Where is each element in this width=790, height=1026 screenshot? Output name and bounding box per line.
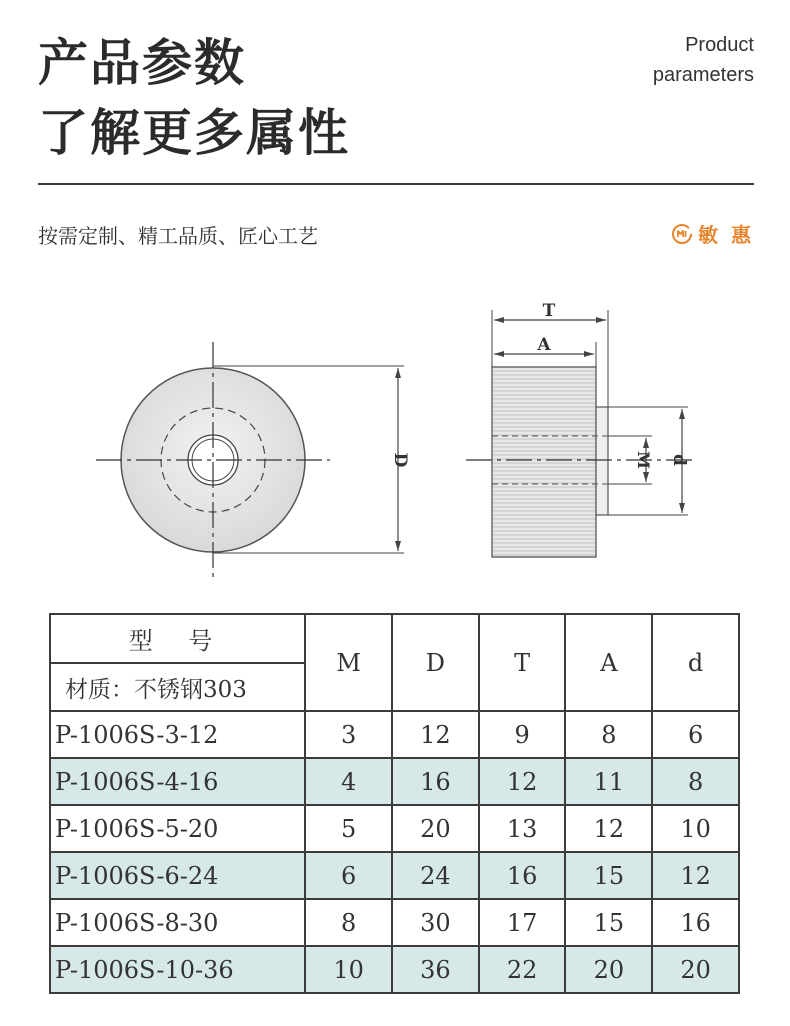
side-view-knurled-body (492, 367, 596, 557)
cell-A: 11 (565, 758, 652, 805)
cell-D: 30 (392, 899, 479, 946)
cell-A: 15 (565, 852, 652, 899)
cell-D: 12 (392, 711, 479, 758)
cell-M: 3 (305, 711, 392, 758)
cell-D: 20 (392, 805, 479, 852)
cell-T: 16 (479, 852, 566, 899)
cell-d: 16 (652, 899, 739, 946)
cell-M: 10 (305, 946, 392, 993)
cell-A: 8 (565, 711, 652, 758)
page-title-line-1: 产品参数 (38, 34, 246, 92)
cell-A: 20 (565, 946, 652, 993)
dimension-d-label: d (669, 454, 689, 466)
english-title-line-1: Product (685, 34, 754, 56)
table-row (50, 711, 739, 758)
table-row (50, 899, 739, 946)
table-row (50, 758, 739, 805)
table-row (50, 805, 739, 852)
header-col-M: M (305, 614, 392, 711)
header-model: 型 号 (50, 614, 305, 663)
header-material: 材质：不锈钢303 (50, 663, 305, 711)
cell-model: P-1006S-6-24 (50, 852, 305, 899)
front-view (96, 342, 410, 580)
cell-M: 4 (305, 758, 392, 805)
cell-T: 22 (479, 946, 566, 993)
cell-T: 12 (479, 758, 566, 805)
cell-M: 8 (305, 899, 392, 946)
cell-T: 13 (479, 805, 566, 852)
cell-d: 8 (652, 758, 739, 805)
cell-A: 12 (565, 805, 652, 852)
cell-model: P-1006S-10-36 (50, 946, 305, 993)
table-row (50, 946, 739, 993)
cell-d: 6 (652, 711, 739, 758)
side-view (466, 301, 696, 557)
brand (671, 219, 754, 248)
page-title-line-2: 了解更多属性 (38, 104, 350, 162)
header-col-D: D (392, 614, 479, 711)
brand-name: 敏 惠 (698, 223, 754, 247)
header-col-T: T (479, 614, 566, 711)
header-divider (38, 183, 754, 185)
dimension-A-label: A (537, 335, 551, 355)
header-col-d: d (652, 614, 739, 711)
cell-D: 16 (392, 758, 479, 805)
cell-D: 24 (392, 852, 479, 899)
cell-M: 6 (305, 852, 392, 899)
cell-model: P-1006S-4-16 (50, 758, 305, 805)
cell-T: 17 (479, 899, 566, 946)
cell-T: 9 (479, 711, 566, 758)
cell-d: 10 (652, 805, 739, 852)
english-title-line-2: parameters (652, 64, 754, 86)
tagline: 按需定制、精工品质、匠心工艺 (38, 224, 318, 248)
dimension-D-label: D (390, 452, 410, 468)
cell-d: 12 (652, 852, 739, 899)
cell-model: P-1006S-5-20 (50, 805, 305, 852)
cell-model: P-1006S-3-12 (50, 711, 305, 758)
cell-A: 15 (565, 899, 652, 946)
side-view-hub (596, 407, 608, 515)
brand-logo-icon (671, 223, 693, 245)
dimension-T-label: T (542, 301, 556, 321)
cell-model: P-1006S-8-30 (50, 899, 305, 946)
spec-table (49, 613, 740, 994)
table-row (50, 852, 739, 899)
dimension-M-label: M (634, 451, 653, 469)
cell-d: 20 (652, 946, 739, 993)
cell-M: 5 (305, 805, 392, 852)
header-col-A: A (565, 614, 652, 711)
table-header-row (50, 614, 739, 663)
technical-drawing (0, 280, 790, 600)
english-title (653, 30, 754, 90)
cell-D: 36 (392, 946, 479, 993)
